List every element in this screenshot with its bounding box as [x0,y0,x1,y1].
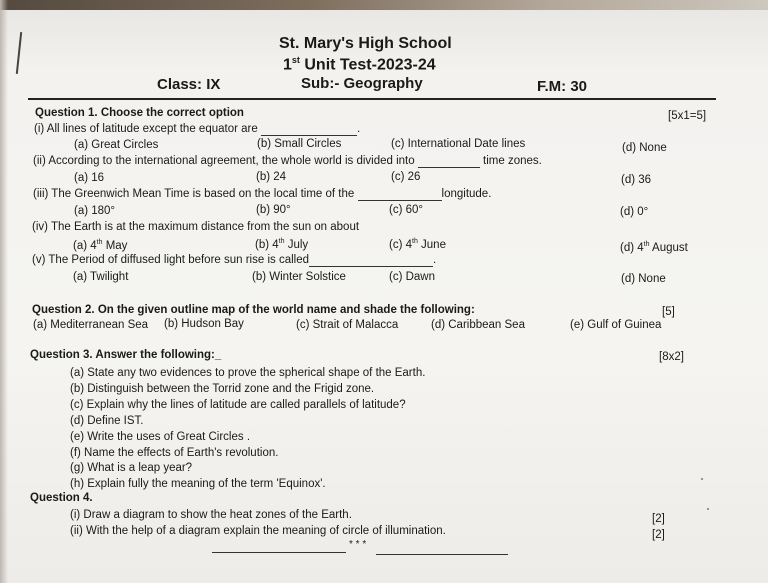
q1-iv-option-b: (b) 4th July [255,238,309,251]
q2-item-e: (e) Gulf of Guinea [570,319,662,331]
q3-item-f: (f) Name the effects of Earth's revolution. [70,447,279,459]
q4-item-ii: (ii) With the help of a diagram explain the meaning of circle of illumination. [70,525,446,537]
subject-label: Sub:- Geography [301,75,423,92]
test-title: 1st Unit Test-2023-24 [283,55,436,74]
q1-ii-option-b: (b) 24 [256,171,287,183]
q3-marks: [8x2] [659,351,684,363]
header-rule [28,98,716,100]
q1-iv-stem: (iv) The Earth is at the maximum distance from the sun on about [32,221,360,233]
paper-speck [707,508,709,510]
q1-iv-option-d: (d) 4th August [620,241,688,254]
q1-iii-option-d: (d) 0° [620,206,649,218]
q1-ii-option-c: (c) 26 [391,171,421,183]
q1-iii-stem: (iii) The Greenwich Mean Time is based on the local time of the longitude. [33,188,492,200]
q1-iii-option-b: (b) 90° [256,204,291,216]
q1-iii-option-c: (c) 60° [389,204,423,216]
q3-item-e: (e) Write the uses of Great Circles . [70,431,251,443]
q1-v-option-c: (c) Dawn [389,271,436,283]
q1-i-option-d: (d) None [622,142,667,154]
pen-mark [16,32,22,74]
q1-v-option-d: (d) None [621,273,666,285]
full-marks-label: F.M: 30 [537,78,588,95]
footer-line-right [376,554,508,555]
q1-iv-option-c: (c) 4th June [389,238,446,251]
q2-marks: [5] [662,306,675,318]
q3-item-a: (a) State any two evidences to prove the spherical shape of the Earth. [70,367,426,379]
paper-top-edge [0,0,768,10]
class-label: Class: IX [157,76,221,93]
q1-v-option-a: (a) Twilight [73,271,129,283]
q4-title: Question 4. [30,492,93,504]
q4-item-i: (i) Draw a diagram to show the heat zones of the Earth. [70,509,352,521]
q3-title: Question 3. Answer the following:_ [30,349,222,361]
q1-title: Question 1. Choose the correct option [35,107,244,119]
q1-i-option-c: (c) International Date lines [391,138,526,150]
q2-item-b: (b) Hudson Bay [164,318,244,330]
q1-v-option-b: (b) Winter Solstice [252,271,346,283]
q2-item-a: (a) Mediterranean Sea [33,319,149,331]
q2-item-d: (d) Caribbean Sea [431,319,525,331]
q1-v-stem: (v) The Period of diffused light before sun rise is called . [32,254,437,266]
paper-left-edge [0,0,8,583]
q1-i-option-a: (a) Great Circles [74,139,159,151]
q2-item-c: (c) Strait of Malacca [296,319,399,331]
footer-line-left [212,552,346,553]
q1-i-option-b: (b) Small Circles [257,138,342,150]
q3-item-c: (c) Explain why the lines of latitude are called parallels of latitude? [70,399,406,411]
q1-iv-option-a: (a) 4th May [73,239,128,252]
q3-item-b: (b) Distinguish between the Torrid zone and the Frigid zone. [70,383,375,395]
school-name: St. Mary's High School [279,35,452,52]
paper-speck [701,478,703,480]
footer-stars: * * * [349,539,367,550]
q1-ii-stem: (ii) According to the international agreement, the whole world is divided into time zones. [33,155,542,167]
q1-i-stem: (i) All lines of latitude except the equator are . [34,123,361,135]
q3-item-g: (g) What is a leap year? [70,462,193,474]
q1-iii-option-a: (a) 180° [74,205,116,217]
q1-ii-option-d: (d) 36 [621,174,652,186]
q4-item-i-marks: [2] [652,513,665,525]
q3-item-d: (d) Define IST. [70,415,144,427]
q1-marks: [5x1=5] [668,110,707,122]
q3-item-h: (h) Explain fully the meaning of the term 'Equinox'. [70,478,326,490]
q1-ii-option-a: (a) 16 [74,172,105,184]
q4-item-ii-marks: [2] [652,529,665,541]
q2-title: Question 2. On the given outline map of the world name and shade the following: [32,304,475,316]
